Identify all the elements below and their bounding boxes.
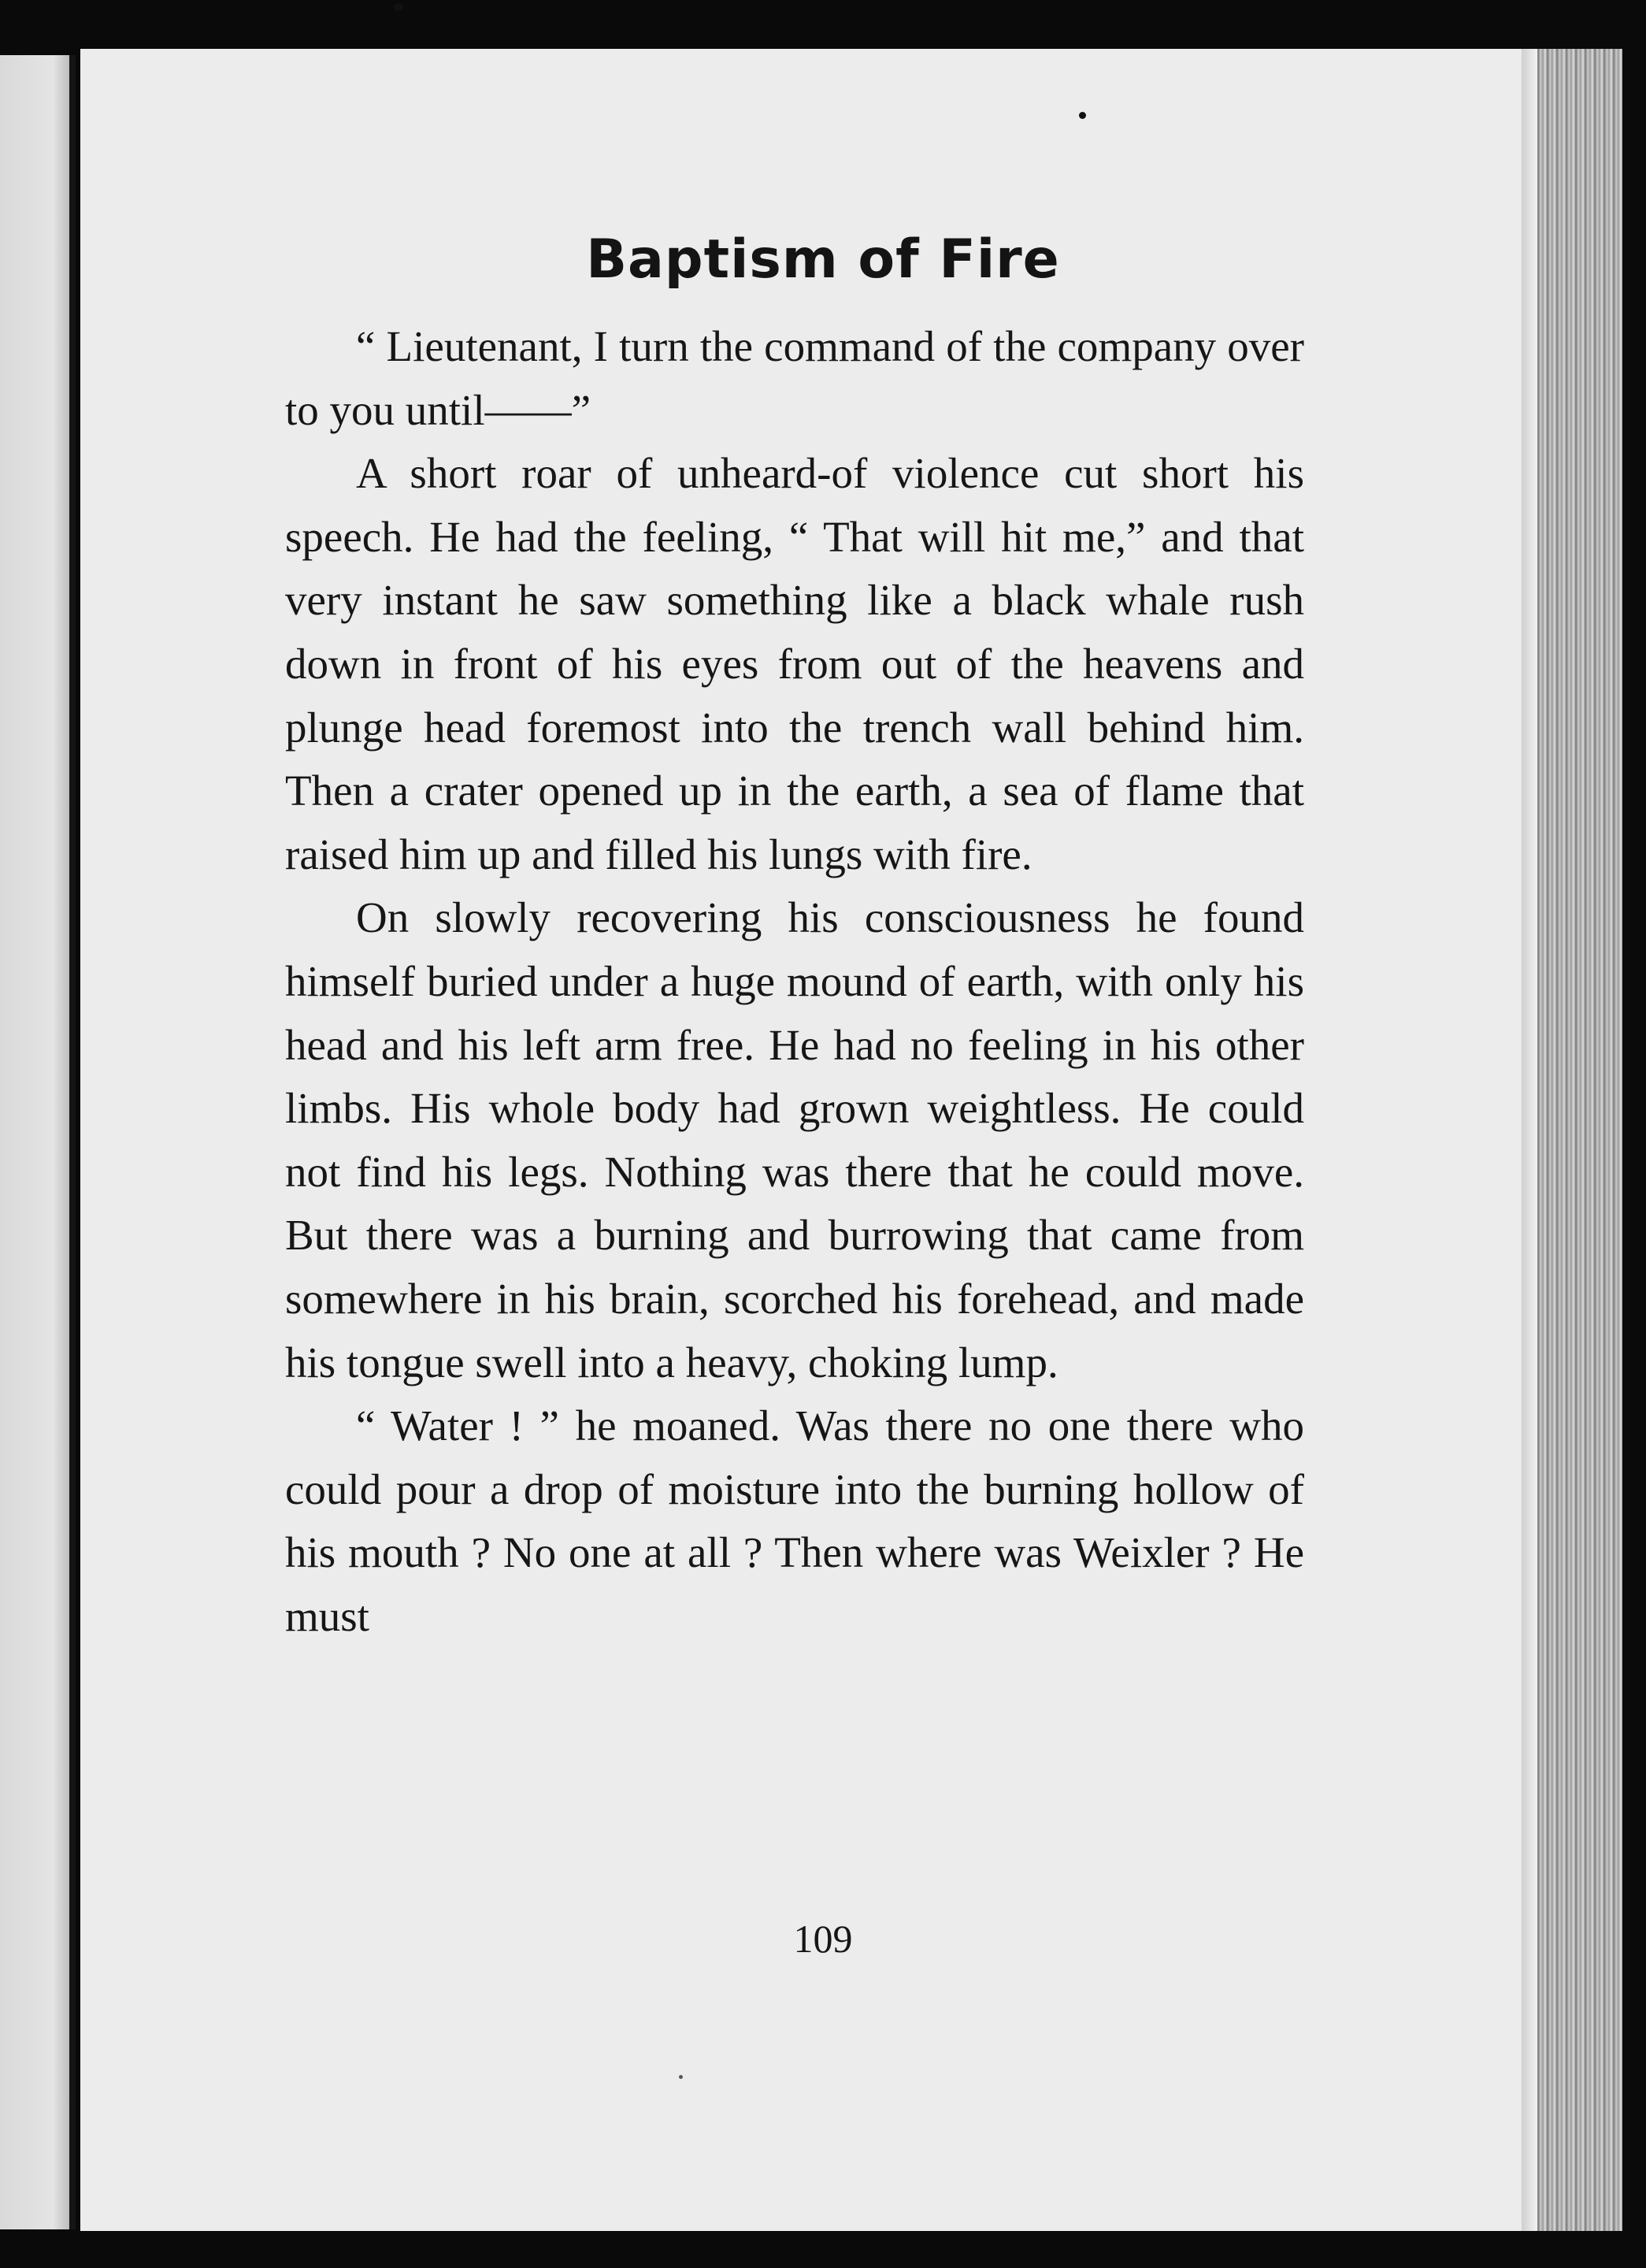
body-text (285, 315, 1304, 1648)
scan-speck (1079, 112, 1086, 119)
paragraph: “ Lieutenant, I turn the command of the company over to you until——” (285, 322, 1304, 434)
scan-speck (679, 2075, 683, 2079)
chapter-title: Baptism of Fire (586, 228, 1060, 291)
left-page-edge (0, 55, 76, 2229)
paragraph: On slowly recovering his consciousness he found himself buried under a huge mound of earth, with only his head and his left arm free. He had no feeling in his other limbs. His whole body had grown weightless. He could not find his legs. Nothing was there that he could move. But there was a burning and burrowing that came from somewhere in his brain, scorched his forehead, and made his tongue swell into a heavy, choking lump. (285, 893, 1304, 1386)
paragraph: “ Water ! ” he moaned. Was there no one there who could pour a drop of moisture into the burning hollow of his mouth ? No one at all ? Then where was Weixler ? He must (285, 1401, 1304, 1640)
page-number: 109 (793, 1917, 853, 1961)
scan-speck (394, 3, 403, 11)
scan-bottom-border (0, 2231, 1646, 2268)
paragraph: A short roar of unheard-of violence cut short his speech. He had the feeling, “ That will hit me,” and that very instant he saw something like a black whale rush down in front of his eyes from out of the heavens and plunge head foremost into the trench wall behind him. Then a crater opened up in the earth, a sea of flame that raised him up and filled his lungs with fire. (285, 449, 1304, 878)
page-edge-shadow (1522, 49, 1537, 2231)
binding-line (69, 55, 76, 2229)
